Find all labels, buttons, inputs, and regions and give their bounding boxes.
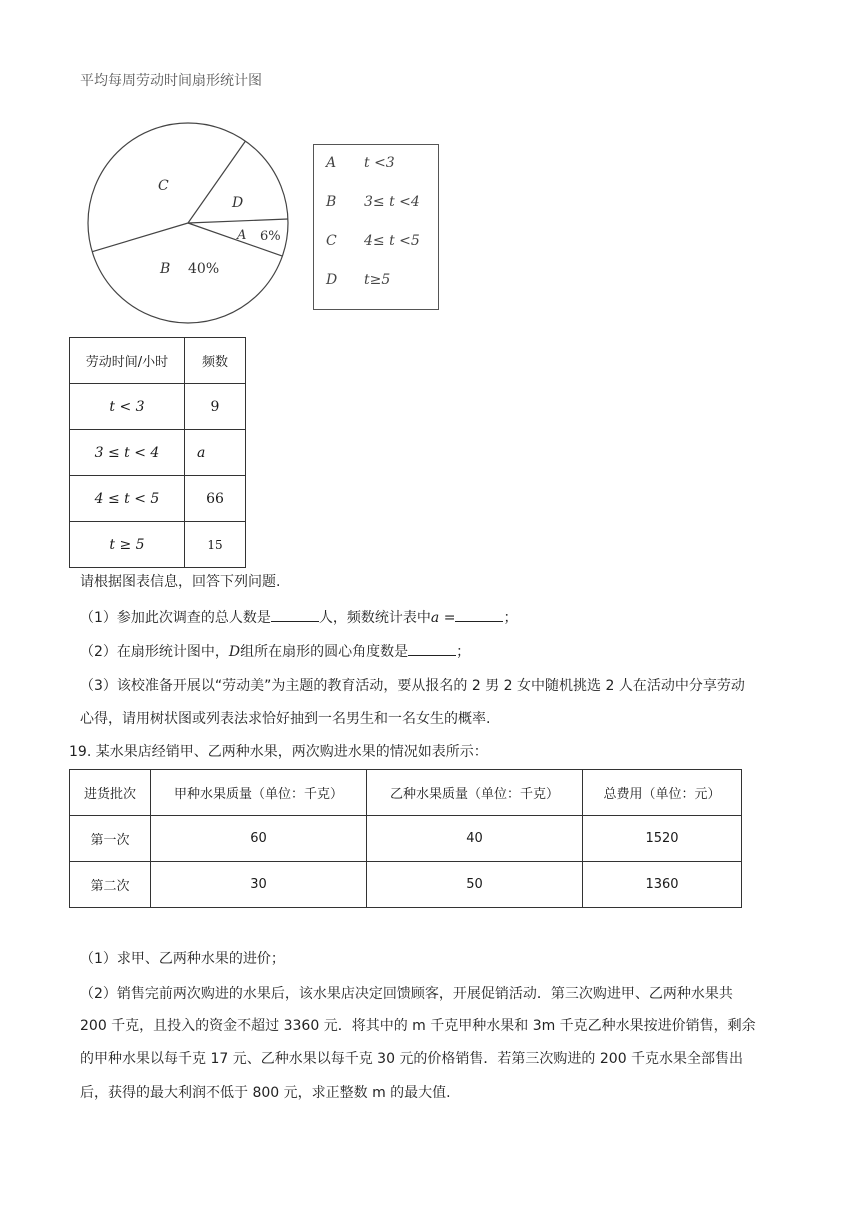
legend-row-d: D t≥5 [326,272,391,288]
question-1: （1）参加此次调查的总人数是 人，频数统计表中a = ； [80,607,517,628]
slice-value-b: 40% [188,261,220,277]
question-3-line-2: 心得，请用树状图或列表法求恰好抽到一名男生和一名女生的概率. [80,711,491,727]
header-frequency: 频数 [185,338,246,384]
table-header-row [70,338,246,384]
fruit-table [69,769,742,908]
slice-label-d: D [232,195,244,211]
chart-title: 平均每周劳动时间扇形统计图 [80,73,262,89]
table-row: t ≥ 5 15 [70,522,246,568]
header-time: 劳动时间/小时 [70,338,185,384]
subquestion-2-line-1: （2）销售完前两次购进的水果后，该水果店决定回馈顾客，开展促销活动．第三次购进甲、乙两种水果共 [80,986,733,1002]
answer-blank [271,607,319,622]
slice-label-c: C [158,178,169,194]
question-2: （2）在扇形统计图中，D组所在扇形的圆心角度数是 ； [80,641,470,662]
table-header-row: 进货批次 甲种水果质量（单位：千克） 乙种水果质量（单位：千克） 总费用（单位：元） [70,770,742,816]
subquestion-2-line-3: 的甲种水果以每千克 17 元、乙种水果以每千克 30 元的价格销售．若第三次购进的 200 千克水果全部售出 [80,1051,744,1067]
answer-blank [408,641,456,656]
slice-value-a: 6% [260,229,281,244]
question-3-line-1: （3）该校准备开展以“劳动美”为主题的教育活动，要从报名的 2 男 2 女中随机挑选 2 人在活动中分享劳动 [80,678,745,694]
table-row: 4 ≤ t < 5 66 [70,476,246,522]
pie-divider-d-a [188,219,288,223]
legend-row-a: A t <3 [326,155,395,171]
frequency-table [69,337,246,568]
subquestion-2-line-2: 200 千克，且投入的资金不超过 3360 元．将其中的 m 千克甲种水果和 3m 千克乙种水果按进价销售，剩余 [80,1018,756,1034]
table-row: 3 ≤ t < 4 a [70,430,246,476]
legend-row-b: B 3≤ t <4 [326,194,420,210]
answer-blank [455,607,503,622]
legend-row-c: C 4≤ t <5 [326,233,420,249]
slice-label-a: A [237,228,247,243]
subquestion-1: （1）求甲、乙两种水果的进价； [80,951,285,967]
intro-text: 请根据图表信息，回答下列问题. [80,574,281,590]
slice-label-b: B [160,261,171,277]
pie-chart [80,95,310,335]
problem-19: 19. 某水果店经销甲、乙两种水果，两次购进水果的情况如表所示： [69,744,488,760]
subquestion-2-line-4: 后，获得的最大利润不低于 800 元，求正整数 m 的最大值. [80,1085,451,1101]
table-row: t < 3 9 [70,384,246,430]
table-row: 第二次 30 50 1360 [70,862,742,908]
table-row: 第一次 60 40 1520 [70,816,742,862]
pie-divider-b-c [92,223,188,252]
pie-legend [313,144,439,310]
